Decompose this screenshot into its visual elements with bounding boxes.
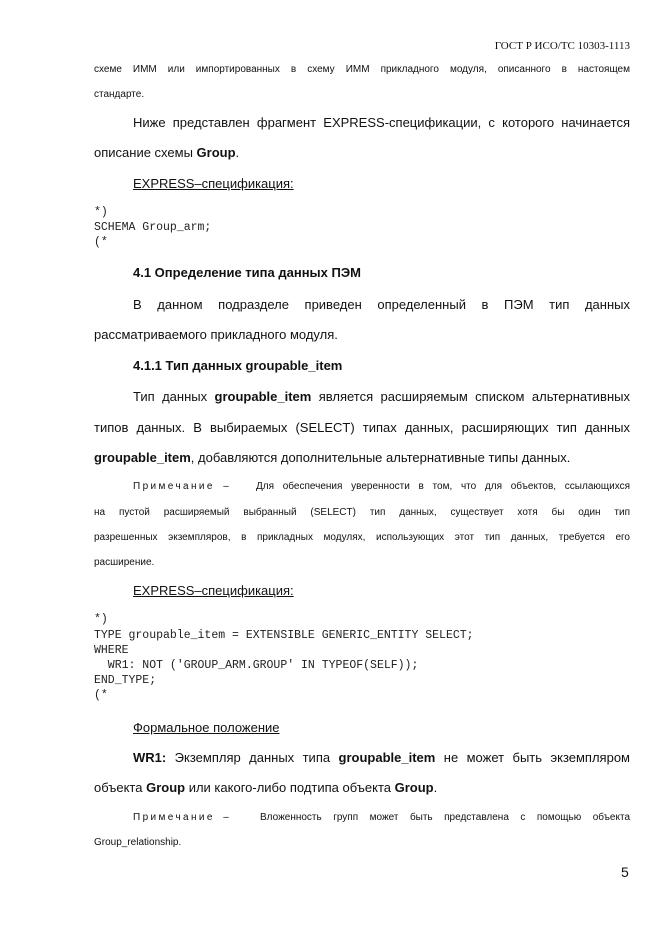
code-line: (* [94,689,108,702]
note-2-line-2: Group_relationship. [94,837,182,848]
note-1-line-1: Для обеспечения уверенности в том, что для объектов, ссылающихся [256,481,630,492]
note-2-label: Примечание – [133,812,229,823]
code-line: END_TYPE; [94,674,157,687]
code-line: WR1: NOT ('GROUP_ARM.GROUP' IN TYPEOF(SELF)); [94,659,419,672]
para1-line-2: описание схемы Group. [94,145,240,160]
formal-line-1: WR1: Экземпляр данных типа groupable_item не может быть экземпляром [133,750,630,765]
code-line: (* [94,236,108,249]
section-4-1-1-line-3: groupable_item, добавляются дополнительные альтернативные типы данных. [94,450,571,465]
section-4-1-title: 4.1 Определение типа данных ПЭМ [133,265,361,280]
formal-heading: Формальное положение [133,720,280,735]
code-line: TYPE groupable_item = EXTENSIBLE GENERIC_ENTITY SELECT; [94,629,474,642]
code-line: SCHEMA Group_arm; [94,221,212,234]
intro-line-1: схеме ИММ или импортированных в схему ИММ прикладного модуля, описанного в настоящем [94,64,630,75]
note-1-line-4: расширение. [94,557,155,568]
note-1-label: Примечание – [133,481,229,492]
note-2-line-1: Вложенность групп может быть представлена с помощью объекта [260,812,630,823]
section-4-1-1-line-1: Тип данных groupable_item является расширяемым списком альтернативных [133,389,630,404]
formal-line-2: объекта Group или какого-либо подтипа объекта Group. [94,780,438,795]
code-line: WHERE [94,644,129,657]
section-4-1-line-2: рассматриваемого прикладного модуля. [94,327,338,342]
section-4-1-1-title: 4.1.1 Тип данных groupable_item [133,358,343,373]
section-4-1-1-line-2: типов данных. В выбираемых (SELECT) типах данных, расширяющих тип данных [94,420,630,435]
express-heading-1: EXPRESS–спецификация: [133,176,294,191]
para1-line-1: Ниже представлен фрагмент EXPRESS-спецификации, с которого начинается [133,115,630,130]
page-number: 5 [621,864,629,880]
express-heading-2: EXPRESS–спецификация: [133,583,294,598]
document-header: ГОСТ Р ИСО/ТС 10303-1113 [494,40,630,52]
intro-line-2: стандарте. [94,89,145,100]
note-1-line-3: разрешенных экземпляров, в прикладных модулях, использующих этот тип данных, требуется его [94,532,630,543]
code-line: *) [94,206,108,219]
note-1-line-2: на пустой расширяемый выбранный (SELECT) тип данных, существует хотя бы один тип [94,507,630,518]
code-line: *) [94,613,108,626]
section-4-1-line-1: В данном подразделе приведен определенный в ПЭМ тип данных [133,297,630,312]
